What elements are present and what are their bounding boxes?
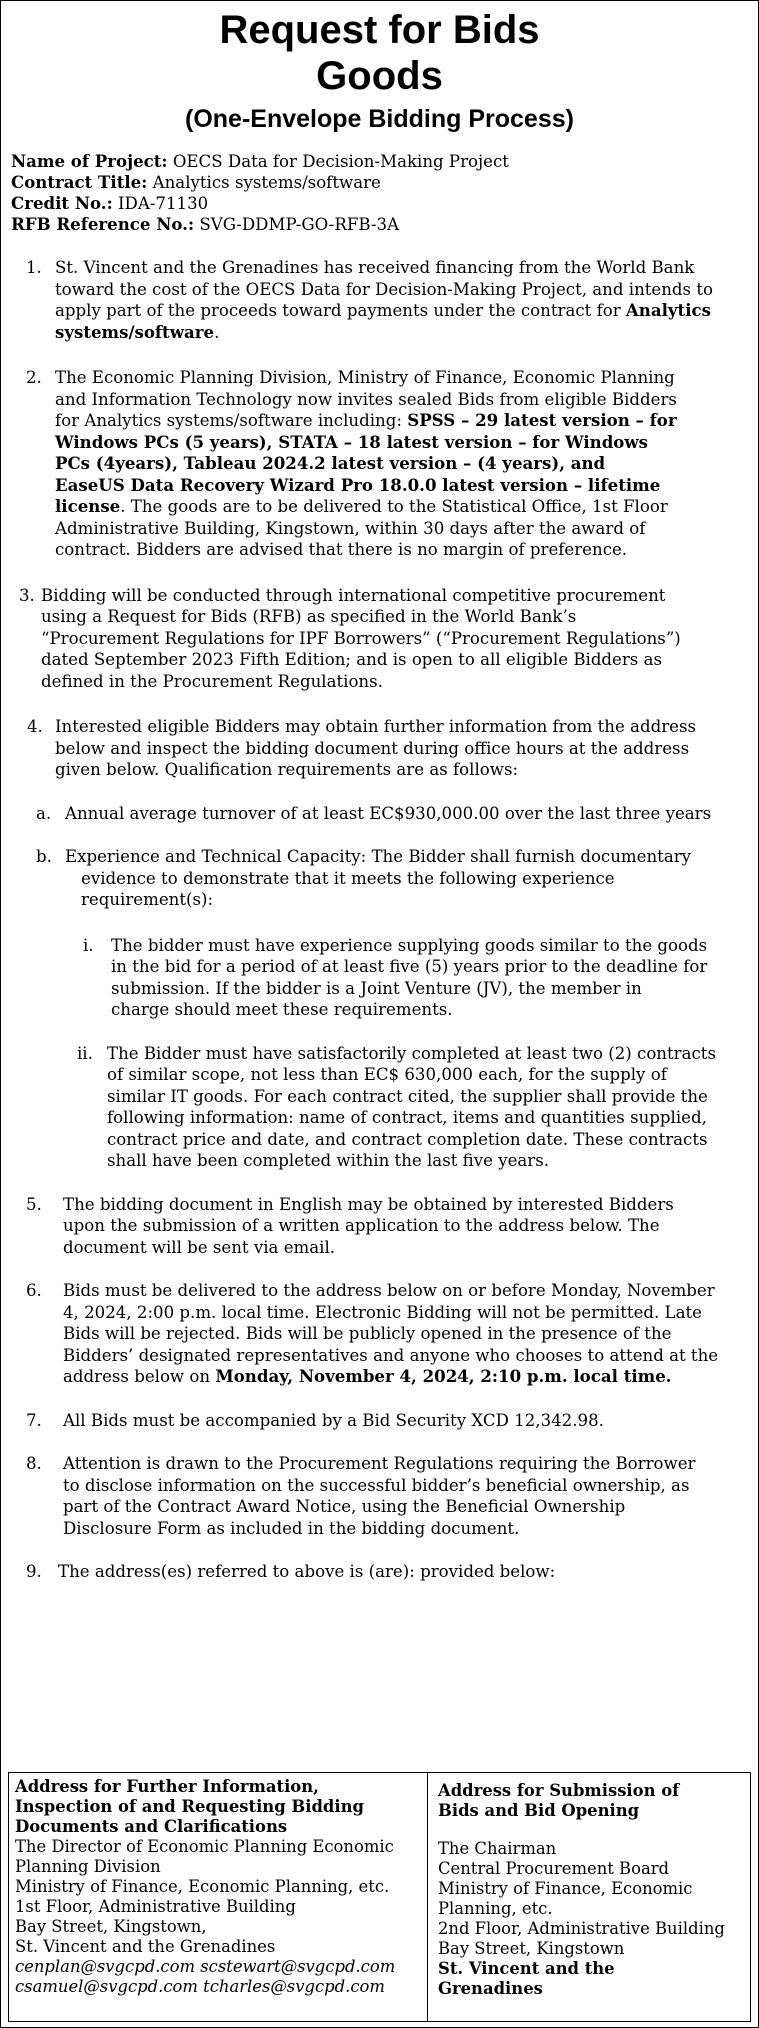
item-line: contract price and date, and contract completion date. These contracts — [107, 1129, 708, 1149]
rfb-reference-value: SVG-DDMP-GO-RFB-3A — [199, 215, 400, 234]
item-text-bold: EaseUS Data Recovery Wizard Pro 18.0.0 latest version – lifetime — [55, 474, 661, 495]
address-line: Grenadines — [438, 1979, 543, 1998]
list-item-2 — [26, 367, 758, 561]
item-line: Bids must be delivered to the address below on or before Monday, November — [63, 1281, 715, 1300]
email-addresses: cenplan@svgcpd.com scstewart@svgcpd.com — [15, 1957, 396, 1976]
item-line: Administrative Building, Kingstown, within 30 days after the award of — [55, 518, 646, 538]
address-line: Ministry of Finance, Economic — [438, 1879, 693, 1898]
address-further-info — [9, 1773, 428, 2021]
item-line: Disclosure Form as included in the bidding document. — [63, 1518, 520, 1538]
item-line: Bids will be rejected. Bids will be publicly opened in the presence of the — [63, 1324, 672, 1343]
item-line: dated September 2023 Fifth Edition; and is open to all eligible Bidders as — [41, 650, 663, 669]
address-line: Planning Division — [15, 1857, 161, 1876]
address-line: St. Vincent and the — [438, 1959, 615, 1978]
item-text — [63, 1453, 758, 1539]
contract-title-value: Analytics systems/software — [152, 173, 381, 192]
item-line: Experience and Technical Capacity: The Bidder shall furnish documentary — [65, 847, 692, 866]
rfb-reference-row — [11, 214, 758, 235]
credit-no-value: IDA-71130 — [117, 194, 209, 213]
item-number: 2. — [26, 368, 42, 387]
item-line: “Procurement Regulations for IPF Borrowers” (“Procurement Regulations”) — [41, 628, 681, 648]
item-line — [55, 410, 758, 432]
item-line: document will be sent via email. — [63, 1237, 336, 1257]
credit-no-row — [11, 193, 758, 214]
address-heading: Documents and Clarifications — [15, 1817, 288, 1836]
address-heading: Bids and Bid Opening — [438, 1801, 640, 1820]
address-line: Planning, etc. — [438, 1899, 553, 1918]
item-number: 7. — [26, 1410, 42, 1430]
sub-item-ii — [77, 1043, 758, 1172]
item-line: toward the cost of the OECS Data for Decision-Making Project, and intends to — [55, 279, 714, 299]
item-text-run: address below on — [63, 1367, 216, 1386]
contract-title-row — [11, 172, 758, 193]
item-text — [55, 367, 758, 561]
item-line: part of the Contract Award Notice, using the Beneficial Ownership — [63, 1497, 626, 1516]
list-item-1 — [26, 257, 758, 343]
list-item-3 — [19, 585, 758, 693]
item-line — [55, 322, 758, 344]
item-line: submission. If the bidder is a Joint Venture (JV), the member in — [111, 978, 642, 998]
list-item-8 — [26, 1453, 758, 1539]
item-line: charge should meet these requirements. — [111, 1000, 453, 1019]
sub-item-i — [83, 935, 758, 1021]
item-text-bold: Monday, November 4, 2024, 2:10 p.m. local time. — [215, 1366, 672, 1386]
item-line: using a Request for Bids (RFB) as specified in the World Bank’s — [41, 607, 577, 626]
address-line: Bay Street, Kingstown, — [15, 1917, 207, 1936]
item-line: given below. Qualification requirements are as follows: — [55, 760, 519, 779]
item-text-bold: Analytics — [625, 300, 711, 320]
item-line: The bidder must have experience supplying goods similar to the goods — [111, 935, 708, 955]
item-line: upon the submission of a written application to the address below. The — [63, 1216, 660, 1235]
item-number: 6. — [26, 1281, 42, 1300]
item-text-run: apply part of the proceeds toward payments under the contract for — [55, 301, 626, 320]
item-line: Bidders’ designated representatives and anyone who chooses to attend at the — [63, 1345, 719, 1365]
project-name-value: OECS Data for Decision-Making Project — [172, 152, 509, 171]
list-item-4 — [27, 716, 758, 781]
title — [1, 1, 758, 99]
item-line: contract. Bidders are advised that there is no margin of preference. — [55, 540, 628, 559]
item-text-run: for Analytics systems/software including: — [55, 411, 408, 430]
item-number: 1. — [26, 258, 42, 277]
item-line: All Bids must be accompanied by a Bid Security XCD 12,342.98. — [63, 1410, 604, 1430]
item-line: and Information Technology now invites sealed Bids from eligible Bidders — [55, 389, 677, 409]
address-heading: Inspection of and Requesting Bidding — [15, 1797, 364, 1816]
item-line: Bidding will be conducted through international competitive procurement — [41, 585, 666, 605]
item-line — [63, 1366, 758, 1388]
list-item-6 — [26, 1280, 758, 1388]
item-line — [55, 432, 758, 454]
sub-item-a — [36, 803, 758, 825]
item-line: to disclose information on the successful bidder’s beneficial ownership, as — [63, 1475, 690, 1495]
item-text — [58, 1561, 758, 1583]
item-text — [63, 1194, 758, 1259]
item-text-run: . — [214, 322, 220, 342]
item-text-bold: PCs (4years), Tableau 2024.2 latest version – (4 years), and — [55, 453, 606, 473]
address-line: 2nd Floor, Administrative Building — [438, 1919, 725, 1938]
item-line: Annual average turnover of at least EC$930,000.00 over the last three years — [65, 803, 712, 823]
address-line: The Chairman — [438, 1839, 557, 1858]
address-heading: Address for Submission of — [438, 1781, 680, 1800]
item-text — [63, 1280, 758, 1388]
address-line: Ministry of Finance, Economic Planning, etc. — [15, 1877, 390, 1896]
subtitle: (One-Envelope Bidding Process) — [185, 105, 574, 133]
item-text — [55, 257, 758, 343]
item-number: a. — [36, 803, 52, 823]
rfb-reference-label: RFB Reference No.: — [11, 214, 195, 234]
item-line: following information: name of contract, items and quantities supplied, — [107, 1108, 707, 1127]
item-text — [55, 716, 758, 781]
project-name-row — [11, 151, 758, 172]
item-line: The address(es) referred to above is (are): provided below: — [58, 1562, 556, 1581]
item-number: i. — [83, 935, 94, 955]
item-line — [55, 496, 758, 518]
address-line: St. Vincent and the Grenadines — [15, 1937, 276, 1956]
item-number: b. — [36, 847, 52, 866]
item-line: St. Vincent and the Grenadines has received financing from the World Bank — [55, 258, 695, 277]
credit-no-label: Credit No.: — [11, 193, 113, 213]
item-line: shall have been completed within the last five years. — [107, 1151, 550, 1170]
contract-title-label: Contract Title: — [11, 172, 148, 192]
sub-item-b — [36, 846, 758, 911]
item-line: requirement(s): — [81, 890, 214, 909]
item-line: Attention is drawn to the Procurement Regulations requiring the Borrower — [63, 1454, 696, 1473]
item-number: 8. — [26, 1454, 42, 1473]
address-heading: Address for Further Information, — [15, 1777, 319, 1796]
item-line: The Economic Planning Division, Ministry of Finance, Economic Planning — [55, 368, 675, 387]
item-line: similar IT goods. For each contract cited, the supplier shall provide the — [107, 1086, 708, 1106]
item-line: in the bid for a period of at least five (5) years prior to the deadline for — [111, 957, 708, 976]
item-line — [55, 300, 758, 322]
list-item-7 — [26, 1410, 758, 1432]
list-item-9 — [26, 1561, 758, 1583]
address-line: Bay Street, Kingstown — [438, 1939, 625, 1958]
item-number: 4. — [27, 717, 43, 736]
address-bid-submission — [428, 1773, 750, 2021]
item-line: evidence to demonstrate that it meets the following experience — [81, 868, 615, 888]
address-line: Central Procurement Board — [438, 1859, 670, 1878]
title-line-1: Request for Bids — [219, 8, 540, 52]
item-line: of similar scope, not less than EC$ 630,000 each, for the supply of — [107, 1065, 667, 1084]
item-number: 3. — [19, 585, 35, 605]
address-line: 1st Floor, Administrative Building — [15, 1897, 296, 1916]
item-line — [55, 453, 758, 475]
address-table — [8, 1772, 751, 2022]
item-text-run: . The goods are to be delivered to the Statistical Office, 1st Floor — [120, 497, 668, 516]
item-number: ii. — [77, 1043, 93, 1063]
item-text — [111, 935, 758, 1021]
item-line — [55, 475, 758, 497]
item-number: 9. — [26, 1562, 42, 1581]
item-line: below and inspect the bidding document during office hours at the address — [55, 738, 690, 758]
email-addresses: csamuel@svgcpd.com tcharles@svgcpd.com — [15, 1977, 385, 1996]
item-text-bold: Windows PCs (5 years), STATA – 18 latest version – for Windows — [55, 431, 648, 452]
project-name-label: Name of Project: — [11, 151, 168, 171]
item-line: Interested eligible Bidders may obtain further information from the address — [55, 717, 696, 736]
item-line: 4, 2024, 2:00 p.m. local time. Electronic Bidding will not be permitted. Late — [63, 1302, 702, 1322]
item-text — [107, 1043, 758, 1172]
item-text — [65, 803, 758, 825]
item-text — [63, 1410, 758, 1432]
item-line: defined in the Procurement Regulations. — [41, 671, 383, 691]
item-text-bold: SPSS – 29 latest version – for — [407, 410, 677, 430]
list-item-5 — [26, 1194, 758, 1259]
item-line: The bidding document in English may be obtained by interested Bidders — [63, 1194, 674, 1214]
item-text-bold: license — [55, 496, 121, 516]
item-text — [41, 585, 758, 693]
item-number: 5. — [26, 1194, 42, 1214]
title-line-2: Goods — [316, 54, 443, 98]
address-line: The Director of Economic Planning Economic — [15, 1837, 394, 1856]
item-text-bold: systems/software — [55, 321, 215, 342]
project-info — [11, 151, 758, 235]
item-line: The Bidder must have satisfactorily completed at least two (2) contracts — [107, 1043, 716, 1063]
item-text — [65, 846, 758, 911]
